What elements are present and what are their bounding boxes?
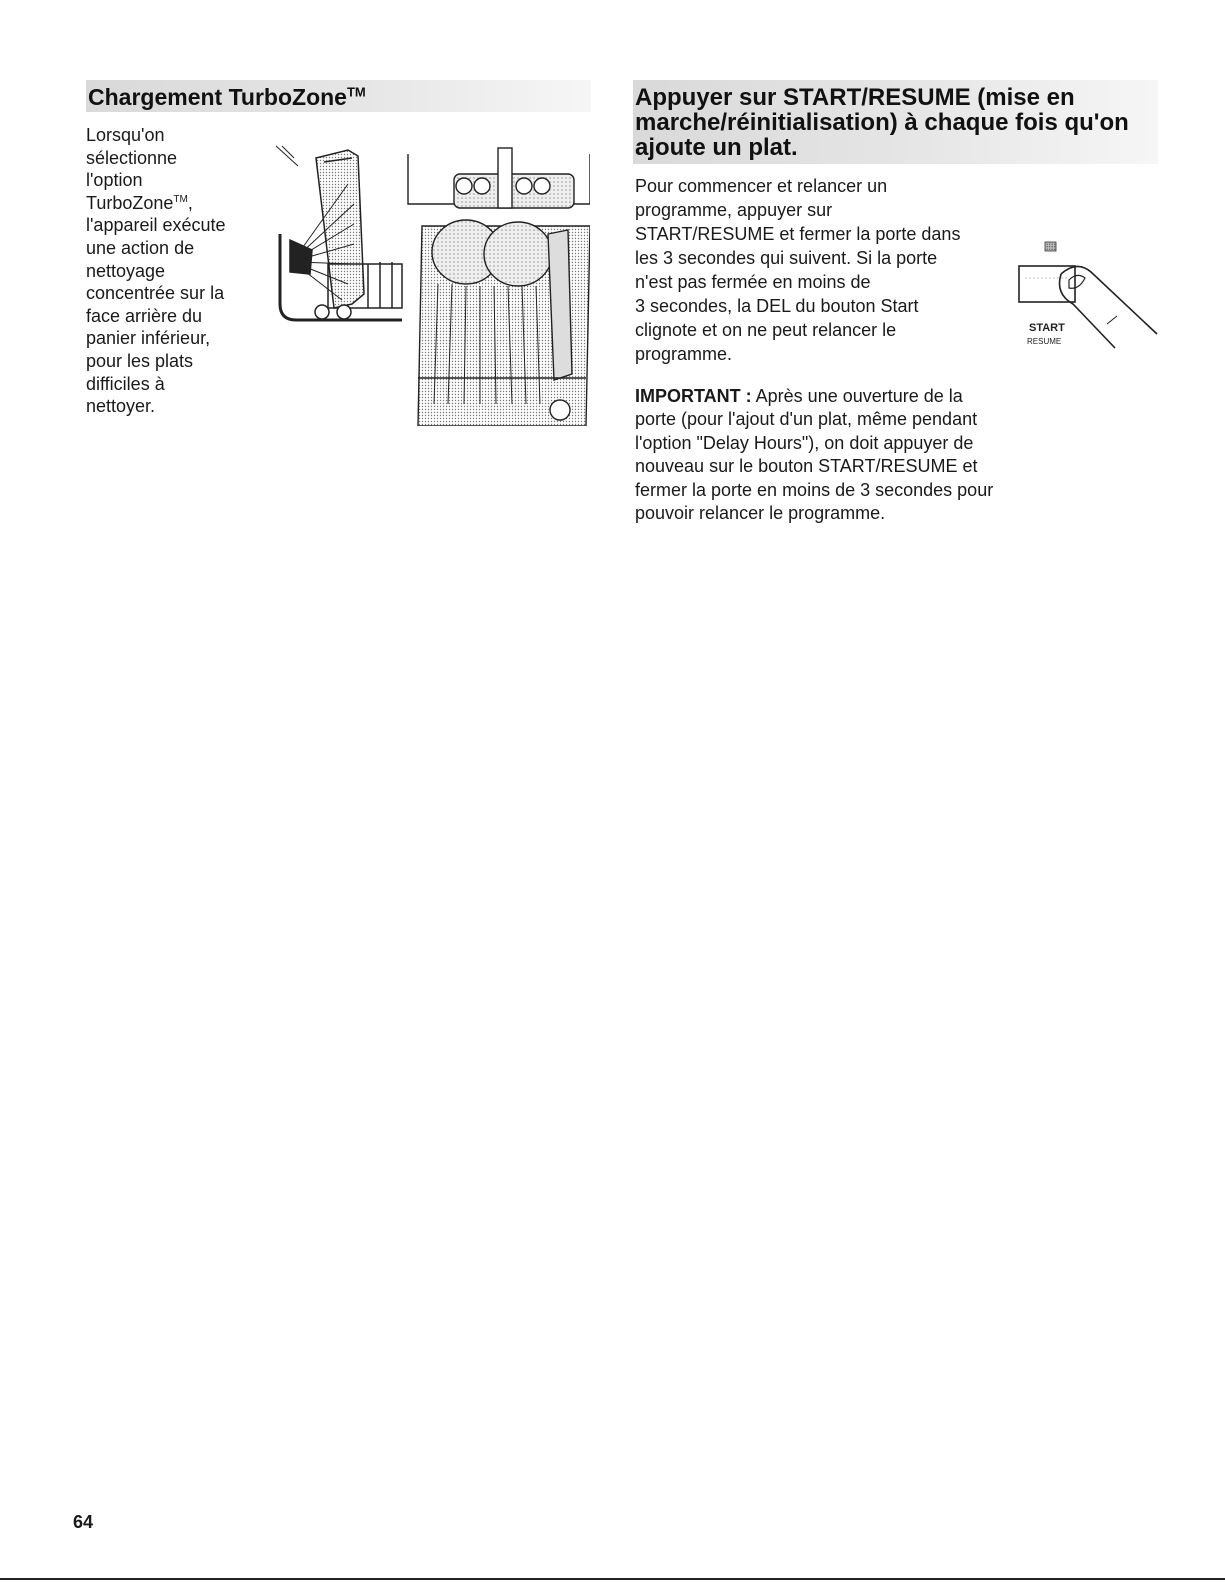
turbozone-line-5: l'appareil exécute [86, 215, 226, 236]
turbozone-line-11: pour les plats [86, 350, 194, 371]
start-resume-heading: Appuyer sur START/RESUME (mise en marche/réinitialisation) à chaque fois qu'on ajoute un plat. [633, 80, 1158, 164]
resume-label: RESUME [1027, 337, 1062, 346]
important-note [635, 385, 1005, 525]
intro-line-1: Pour commencer et relancer un [635, 176, 888, 196]
page-number: 64 [73, 1512, 94, 1532]
turbozone-line-8: concentrée sur la [86, 283, 225, 304]
turbozone-line-4-comma: , [187, 192, 193, 213]
intro-line-2: programme, appuyer sur [635, 200, 833, 220]
bottom-rule [0, 1578, 1225, 1580]
start-button-icon [1019, 266, 1075, 302]
led-indicator-icon [1045, 242, 1056, 251]
important-label: IMPORTANT : [635, 386, 752, 406]
side-view-diagram [276, 146, 402, 320]
start-resume-button-illustration [1011, 238, 1161, 350]
turbozone-heading-text: Chargement TurboZone [88, 84, 347, 110]
turbozone-line-12: difficiles à [86, 373, 165, 394]
turbozone-line-1: Lorsqu'on [86, 125, 165, 145]
intro-line-7: clignote et on ne peut relancer le [635, 320, 897, 340]
turbozone-line-9: face arrière du [86, 305, 203, 326]
turbozone-line-7: nettoyage [86, 260, 166, 281]
turbozone-heading-tm: TM [346, 84, 366, 100]
intro-line-5: n'est pas fermée en moins de [635, 272, 871, 292]
turbozone-description [86, 124, 261, 418]
intro-line-8: programme. [635, 344, 733, 364]
important-text: Après une ouverture de la porte (pour l'ajout d'un plat, même pendant l'option "Delay Hours"), on doit appuyer de nouveau sur le bouton START/RESUME et fermer la porte en moins de 3 secondes pour pouvoir relancer le programme. [635, 386, 994, 524]
intro-line-4: les 3 secondes qui suivent. Si la porte [635, 248, 938, 268]
intro-line-6: 3 secondes, la DEL du bouton Start [635, 296, 919, 316]
turbozone-section [86, 80, 596, 417]
turbozone-line-10: panier inférieur, [86, 328, 211, 349]
turbozone-line-4-text: TurboZone [86, 192, 174, 213]
turbozone-line-6: une action de [86, 237, 195, 258]
front-view-diagram [408, 148, 590, 426]
start-resume-section [633, 80, 1158, 524]
turbozone-line-3: l'option [86, 170, 143, 191]
turbozone-heading [86, 80, 591, 112]
start-resume-intro [635, 174, 1005, 366]
intro-line-3: START/RESUME et fermer la porte dans [635, 224, 961, 244]
dishwasher-rack-illustration [268, 144, 590, 426]
turbozone-line-4-tm: TM [173, 193, 188, 205]
turbozone-line-4 [86, 192, 261, 215]
start-label: START [1029, 322, 1065, 334]
turbozone-line-2: sélectionne [86, 147, 178, 168]
turbozone-line-13: nettoyer. [86, 396, 156, 417]
